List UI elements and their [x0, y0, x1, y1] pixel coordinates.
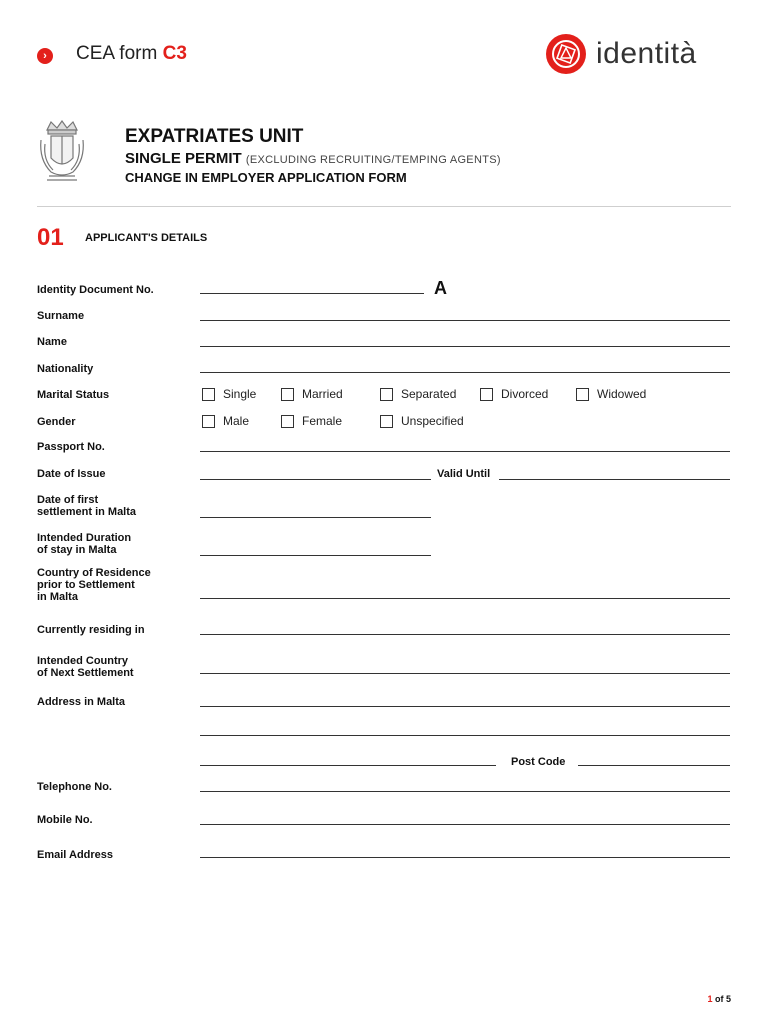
first-settlement-label [37, 494, 136, 518]
label-line: settlement in Malta [37, 506, 137, 518]
identita-logo [546, 34, 736, 78]
logo-text: identità [596, 37, 697, 70]
label-line: of stay in Malta [37, 544, 117, 556]
name-label: Name [37, 336, 67, 348]
page-indicator [707, 994, 731, 1004]
gender-option-female[interactable] [281, 414, 342, 428]
identity-document-label: Identity Document No. [37, 284, 154, 296]
address-field-line1[interactable] [200, 706, 730, 707]
form-title [76, 43, 187, 65]
option-label: Divorced [501, 387, 549, 401]
address-label: Address in Malta [37, 696, 126, 708]
nationality-field[interactable] [200, 372, 730, 373]
currently-residing-field[interactable] [200, 634, 730, 635]
marital-option-separated[interactable] [380, 387, 456, 401]
option-label: Female [302, 414, 343, 428]
chevron-right-icon: › [37, 48, 53, 64]
checkbox[interactable] [576, 388, 589, 401]
label-line: prior to Settlement [37, 579, 135, 591]
header-divider [37, 206, 731, 207]
coat-of-arms-icon [37, 120, 87, 184]
mobile-field[interactable] [200, 824, 730, 825]
option-label: Widowed [597, 387, 647, 401]
surname-label: Surname [37, 310, 85, 322]
identity-suffix: A [434, 278, 447, 298]
permit-name: SINGLE PERMIT [125, 150, 242, 167]
form-label: CEA form [76, 43, 158, 64]
checkbox[interactable] [281, 415, 294, 428]
checkbox[interactable] [202, 388, 215, 401]
next-settlement-label [37, 655, 134, 679]
option-label: Single [223, 387, 257, 401]
intended-duration-field[interactable] [200, 555, 431, 556]
marital-option-widowed[interactable] [576, 387, 646, 401]
gender-option-unspecified[interactable] [380, 414, 464, 428]
marital-option-married[interactable] [281, 387, 343, 401]
address-field-line3[interactable] [200, 765, 496, 766]
country-residence-label [37, 567, 151, 603]
label-line: Intended Country [37, 655, 129, 667]
label-line: Intended Duration [37, 532, 132, 544]
checkbox[interactable] [380, 388, 393, 401]
logo-mark-icon [546, 34, 586, 74]
checkbox[interactable] [281, 388, 294, 401]
gender-option-male[interactable] [202, 414, 249, 428]
post-code-field[interactable] [578, 765, 730, 766]
label-line: Country of Residence [37, 567, 151, 579]
permit-title [125, 150, 501, 167]
identity-document-field[interactable] [200, 293, 424, 294]
page-total: of 5 [714, 994, 731, 1004]
label-line: of Next Settlement [37, 667, 134, 679]
form-name: CHANGE IN EMPLOYER APPLICATION FORM [125, 170, 407, 185]
unit-title: EXPATRIATES UNIT [125, 126, 304, 147]
form-code: C3 [162, 43, 187, 64]
intended-duration-label [37, 532, 131, 556]
date-of-issue-label: Date of Issue [37, 468, 106, 480]
telephone-label: Telephone No. [37, 781, 112, 793]
currently-residing-label: Currently residing in [37, 624, 145, 636]
marital-option-single[interactable] [202, 387, 256, 401]
option-label: Separated [401, 387, 457, 401]
checkbox[interactable] [202, 415, 215, 428]
option-label: Unspecified [401, 414, 464, 428]
nationality-label: Nationality [37, 363, 94, 375]
label-line: in Malta [37, 591, 78, 603]
permit-note: (EXCLUDING RECRUITING/TEMPING AGENTS) [245, 154, 501, 166]
section-number: 01 [37, 224, 64, 251]
country-residence-field[interactable] [200, 598, 730, 599]
label-line: Date of first [37, 494, 99, 506]
name-field[interactable] [200, 346, 730, 347]
first-settlement-field[interactable] [200, 517, 431, 518]
gender-label: Gender [37, 416, 76, 428]
option-label: Married [302, 387, 343, 401]
marital-option-divorced[interactable] [480, 387, 548, 401]
passport-field[interactable] [200, 451, 730, 452]
section-title: APPLICANT'S DETAILS [85, 232, 208, 244]
email-field[interactable] [200, 857, 730, 858]
address-field-line2[interactable] [200, 735, 730, 736]
valid-until-label: Valid Until [437, 468, 491, 480]
checkbox[interactable] [380, 415, 393, 428]
next-settlement-field[interactable] [200, 673, 730, 674]
option-label: Male [223, 414, 250, 428]
post-code-label: Post Code [511, 756, 566, 768]
checkbox[interactable] [480, 388, 493, 401]
current-page: 1 [707, 994, 713, 1004]
valid-until-field[interactable] [499, 479, 730, 480]
surname-field[interactable] [200, 320, 730, 321]
email-label: Email Address [37, 849, 114, 861]
marital-status-label: Marital Status [37, 389, 110, 401]
mobile-label: Mobile No. [37, 814, 93, 826]
telephone-field[interactable] [200, 791, 730, 792]
date-of-issue-field[interactable] [200, 479, 431, 480]
passport-label: Passport No. [37, 441, 105, 453]
